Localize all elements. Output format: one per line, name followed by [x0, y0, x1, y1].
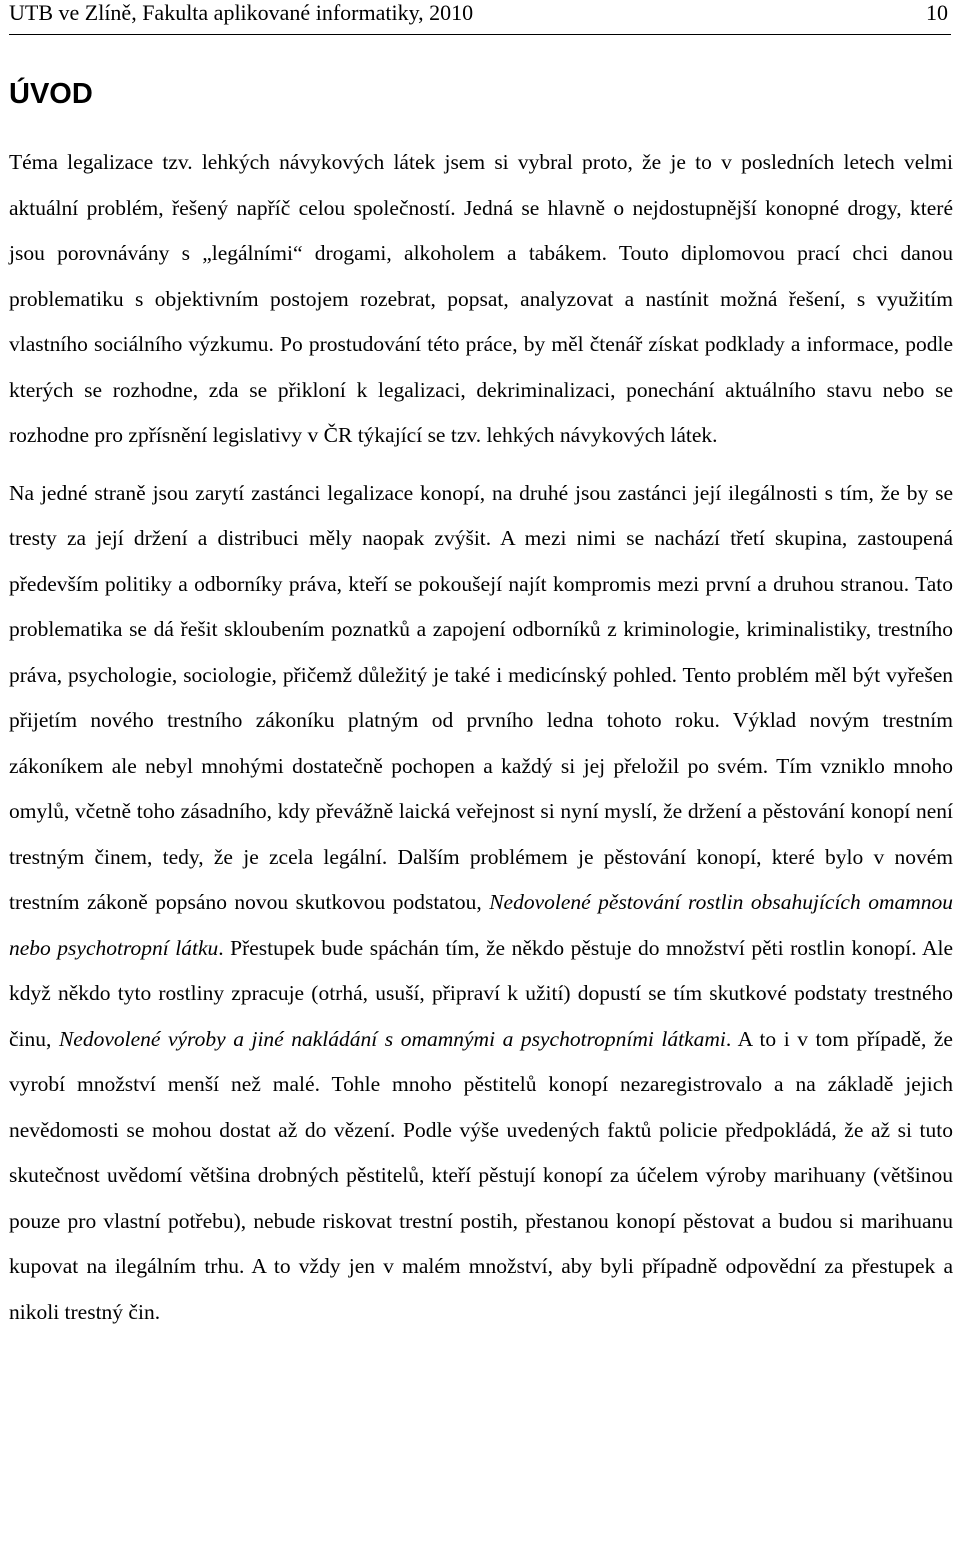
paragraph-2-italic-2: Nedovolené výroby a jiné nakládání s omamnými a psychotropními látkami	[58, 1026, 726, 1051]
page-header	[9, 0, 951, 35]
document-body	[9, 140, 953, 1335]
section-heading: ÚVOD	[9, 78, 93, 110]
paragraph-2-text-2: . Přestupek bude spáchán tím, že někdo pěstuje do množství pěti rostlin konopí. Ale když někdo tyto rostliny zpracuje (otrhá, usuší, připraví k užití) dopustí se tím skutkové podstaty trestného činu,	[9, 935, 953, 1051]
paragraph-2-text-1: Na jedné straně jsou zarytí zastánci legalizace konopí, na druhé jsou zastánci její ilegálnosti s tím, že by se tresty za její držení a distribuci měly naopak zvýšit. A mezi nimi se nachází třetí skupina, zastoupená především politiky a odborníky práva, kteří se pokoušejí najít kompromis mezi první a druhou stranou. Tato problematika se dá řešit skloubením poznatků a zapojení odborníků z kriminologie, kriminalistiky, trestního práva, psychologie, sociologie, přičemž důležitý je také i medicínský pohled. Tento problém měl být vyřešen přijetím nového trestního zákoníku platným od prvního ledna tohoto roku. Výklad novým trestním zákoníkem ale nebyl mnohými dostatečně pochopen a každý si jej přeložil po svém. Tím vzniklo mnoho omylů, včetně toho zásadního, kdy převážně laická veřejnost si nyní myslí, že držení a pěstování konopí není trestným činem, tedy, že je zcela legální. Dalším problémem je pěstování konopí, které bylo v novém trestním zákoně popsáno novou skutkovou podstatou,	[9, 480, 953, 914]
page-number: 10	[926, 0, 948, 25]
paragraph-2-italic-1: Nedovolené pěstování rostlin obsahujících omamnou nebo psychotropní látku	[9, 890, 954, 960]
paragraph-2	[9, 471, 953, 1336]
paragraph-1: Téma legalizace tzv. lehkých návykových látek jsem si vybral proto, že je to v posledních letech velmi aktuální problém, řešený napříč celou společností. Jedná se hlavně o nejdostupnější konopné drogy, které jsou porovnávány s „legálními“ drogami, alkoholem a tabákem. Touto diplomovou prací chci danou problematiku s objektivním postojem rozebrat, popsat, analyzovat a nastínit možná řešení, s využitím vlastního sociálního výzkumu. Po prostudování této práce, by měl čtenář získat podklady a informace, podle kterých se rozhodne, zda se přikloní k legalizaci, dekriminalizaci, ponechání aktuálního stavu nebo se rozhodne pro zpřísnění legislativy v ČR týkající se tzv. lehkých návykových látek.	[9, 150, 953, 447]
paragraph-2-text-3: . A to i v tom případě, že vyrobí množství menší než malé. Tohle mnoho pěstitelů konopí nezaregistrovalo a na základě jejich nevědomosti se mohou dostat až do vězení. Podle výše uvedených faktů policie předpokládá, že až si tuto skutečnost uvědomí většina drobných pěstitelů, kteří pěstují konopí za účelem výroby marihuany (většinou pouze pro vlastní potřebu), nebude riskovat trestní postih, přestanou konopí pěstovat a budou si marihuanu kupovat na ilegálním trhu. A to vždy jen v malém množství, aby byli případně odpovědní za přestupek a nikoli trestný čin.	[9, 1026, 953, 1324]
header-title: UTB ve Zlíně, Fakulta aplikované informatiky, 2010	[9, 0, 474, 25]
